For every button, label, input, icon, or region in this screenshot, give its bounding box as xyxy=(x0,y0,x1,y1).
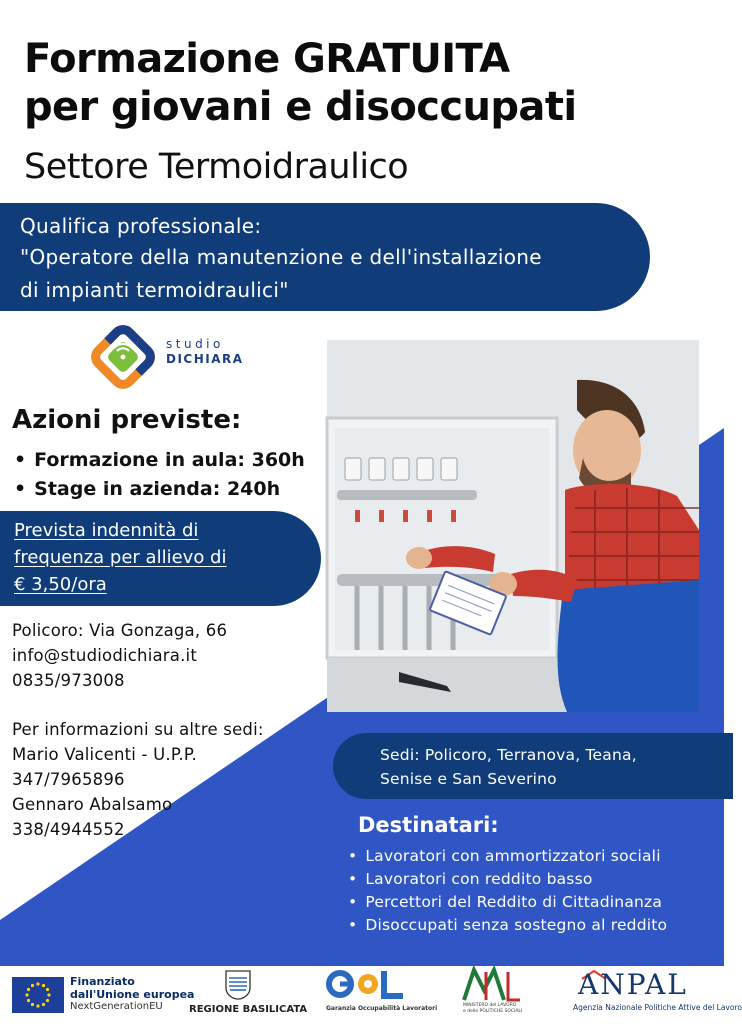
indennita-amount: € 3,50/ora xyxy=(14,574,107,595)
ministry-caption-2: e delle POLITICHE SOCIALI xyxy=(463,1009,523,1014)
logo-text-studio: studio xyxy=(166,337,224,351)
contact-email[interactable]: info@studiodichiara.it xyxy=(12,646,197,665)
destinatari-heading: Destinatari: xyxy=(358,813,499,837)
contact-person-2-name: Gennaro Abalsamo xyxy=(12,795,173,814)
gol-logo-icon xyxy=(326,969,406,1003)
destinatari-list xyxy=(348,845,667,937)
ministry-emblem-icon xyxy=(460,968,520,1002)
sedi-line-2: Senise e San Severino xyxy=(380,770,557,788)
qualifica-line-1: Qualifica professionale: xyxy=(20,214,262,238)
studio-dichiara-logo-icon xyxy=(87,321,159,393)
technician-illustration xyxy=(327,340,699,712)
azioni-item-stage: • Stage in azienda: 240h xyxy=(14,475,305,504)
destinatari-item: • Percettori del Reddito di Cittadinanza xyxy=(348,891,667,914)
contact-person-1-phone[interactable]: 347/7965896 xyxy=(12,770,125,789)
qualifica-line-3: di impianti termoidraulici" xyxy=(20,278,289,302)
other-sedi-info: Per informazioni su altre sedi: xyxy=(12,720,264,739)
azioni-item-aula: • Formazione in aula: 360h xyxy=(14,446,305,475)
anpal-caption: Agenzia Nazionale Politiche Attive del Lavoro xyxy=(573,1003,742,1012)
sedi-line-1: Sedi: Policoro, Terranova, Teana, xyxy=(380,746,637,764)
subtitle: Settore Termoidraulico xyxy=(24,147,409,187)
region-crest-icon xyxy=(225,970,251,1000)
eu-funding-line-3: NextGenerationEU xyxy=(70,1001,163,1012)
qualifica-line-2: "Operatore della manutenzione e dell'installazione xyxy=(20,245,542,269)
logo-text-dichiara: DICHIARA xyxy=(166,352,244,366)
ministry-caption-1: MINISTERO del LAVORO xyxy=(463,1003,517,1008)
contact-person-2-phone[interactable]: 338/4944552 xyxy=(12,820,125,839)
eu-flag-icon xyxy=(12,977,64,1013)
title-line-2: per giovani e disoccupati xyxy=(24,84,577,130)
azioni-list xyxy=(14,446,305,504)
indennita-line-1: Prevista indennità di xyxy=(14,520,199,541)
contact-phone[interactable]: 0835/973008 xyxy=(12,671,125,690)
indennita-line-2: frequenza per allievo di xyxy=(14,547,227,568)
azioni-heading: Azioni previste: xyxy=(12,405,242,435)
eu-funding-line-1: Finanziato xyxy=(70,975,135,988)
anpal-wordmark: ANPAL xyxy=(578,968,688,1001)
contact-address: Policoro: Via Gonzaga, 66 xyxy=(12,621,228,640)
technician-photo xyxy=(327,340,699,712)
destinatari-item: • Lavoratori con ammortizzatori sociali xyxy=(348,845,667,868)
region-label: REGIONE BASILICATA xyxy=(189,1004,308,1015)
destinatari-item: • Disoccupati senza sostegno al reddito xyxy=(348,914,667,937)
eu-funding-line-2: dall'Unione europea xyxy=(70,988,195,1001)
destinatari-item: • Lavoratori con reddito basso xyxy=(348,868,667,891)
gol-caption: Garanzia Occupabilità Lavoratori xyxy=(326,1005,438,1012)
contact-person-1-name: Mario Valicenti - U.P.P. xyxy=(12,745,197,764)
title-line-1: Formazione GRATUITA xyxy=(24,36,510,82)
